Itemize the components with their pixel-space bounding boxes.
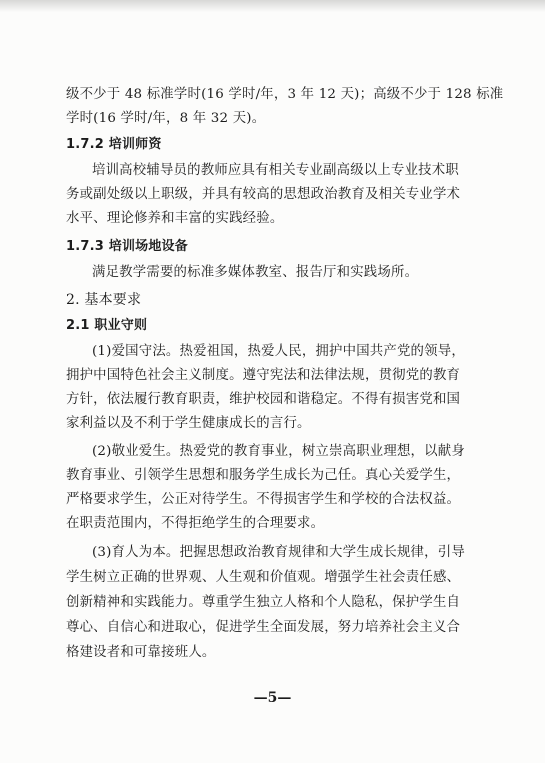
- section-heading-1-7-3: 1.7.3 培训场地设备: [66, 239, 188, 254]
- body-text-line: 水平、理论修养和丰富的实践经验。: [66, 211, 284, 226]
- body-text-line: 教育事业、引领学生思想和服务学生成长为己任。真心关爱学生，: [66, 468, 461, 483]
- page-number: —5—: [253, 690, 292, 706]
- body-text-line: 家利益以及不利于学生健康成长的言行。: [66, 416, 311, 431]
- section-heading-2-1: 2.1 职业守则: [66, 318, 148, 333]
- body-text-line: 拥护中国特色社会主义制度。遵守宪法和法律法规，贯彻党的教育: [66, 368, 461, 383]
- body-text-line: 学时(16 学时/年，8 年 32 天)。: [66, 111, 266, 126]
- body-text-line: 方针，依法履行教育职责，维护校园和谐稳定。不得有损害党和国: [66, 392, 461, 407]
- body-text-line: (2)敬业爱生。热爱党的教育事业，树立崇高职业理想，以献身: [92, 444, 465, 459]
- body-text-line: 格建设者和可靠接班人。: [66, 645, 216, 660]
- body-text-line: 创新精神和实践能力。尊重学生独立人格和个人隐私，保护学生自: [66, 595, 461, 610]
- body-text-line: (1)爱国守法。热爱祖国，热爱人民，拥护中国共产党的领导，: [92, 344, 465, 359]
- body-text-line: 培训高校辅导员的教师应具有相关专业副高级以上专业技术职: [92, 163, 459, 178]
- body-text-line: 满足教学需要的标准多媒体教室、报告厅和实践场所。: [92, 265, 419, 280]
- body-text-line: 务或副处级以上职级，并具有较高的思想政治教育及相关专业学术: [66, 187, 461, 202]
- body-text-line: 级不少于 48 标准学时(16 学时/年，3 年 12 天)；高级不少于 128 标准: [66, 87, 504, 102]
- body-text-line: 尊心、自信心和进取心，促进学生全面发展，努力培养社会主义合: [66, 620, 461, 635]
- scan-shadow: [0, 0, 545, 12]
- body-text-line: 严格要求学生，公正对待学生。不得损害学生和学校的合法权益。: [66, 492, 461, 507]
- section-heading-1-7-2: 1.7.2 培训师资: [66, 137, 162, 152]
- body-text-line: 在职责范围内，不得拒绝学生的合理要求。: [66, 516, 325, 531]
- body-text-line: (3)育人为本。把握思想政治教育规律和大学生成长规律，引导: [92, 545, 465, 560]
- body-text-line: 学生树立正确的世界观、人生观和价值观。增强学生社会责任感、: [66, 570, 461, 585]
- section-heading-2: 2. 基本要求: [66, 292, 142, 308]
